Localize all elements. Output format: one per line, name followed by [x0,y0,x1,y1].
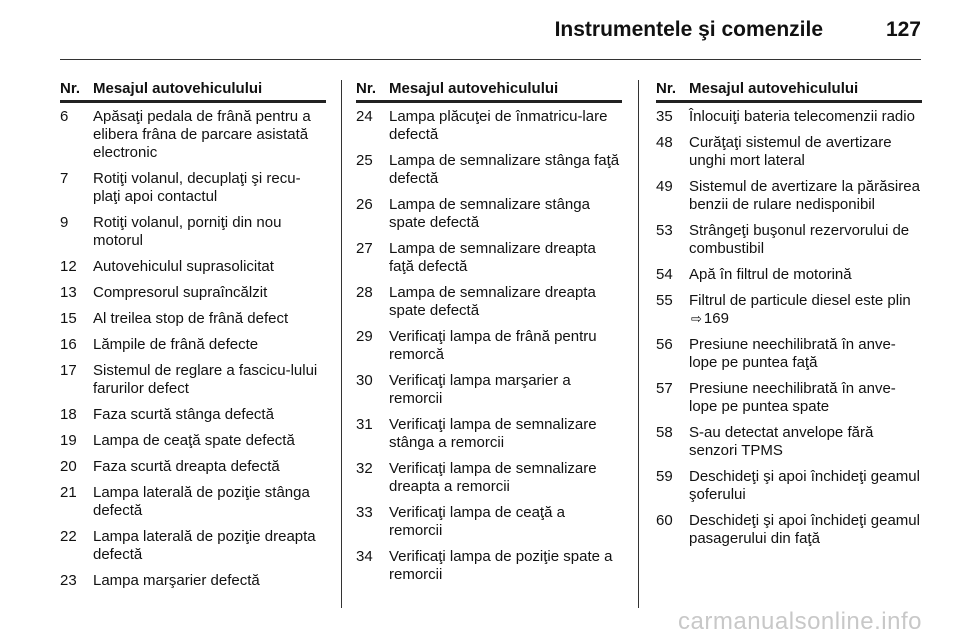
message-number: 28 [356,284,373,301]
message-text: Apăsaţi pedala de frână pentru a elibera frâna de parcare asistată electronic [93,108,311,161]
message-row [656,108,922,134]
message-number: 33 [356,504,373,521]
message-number: 29 [356,328,373,345]
message-text-cell [389,328,622,364]
message-text: Lampa de semnalizare stânga spate defectă [389,196,590,231]
message-text-cell [689,468,922,504]
message-row [60,108,326,170]
message-text: Rotiţi volanul, porniţi din nou motorul [93,214,282,249]
watermark: carmanualsonline.info [678,608,922,635]
message-text-cell [93,336,326,354]
message-row [60,170,326,214]
column-divider [638,80,639,608]
message-list [356,108,622,592]
message-text: Lampa marşarier defectă [93,572,260,589]
message-text-cell [93,362,326,398]
message-text: Deschideţi şi apoi închideţi geamul pasagerului din faţă [689,512,920,547]
message-row [656,512,922,556]
column-header [656,80,922,103]
message-row [656,266,922,292]
message-text-cell [389,152,622,188]
message-row [356,108,622,152]
message-text: Apă în filtrul de motorină [689,266,852,283]
message-text-cell [389,372,622,408]
message-text: Sistemul de reglare a fascicu-lului farurilor defect [93,362,318,397]
message-text: Înlocuiţi bateria telecomenzii radio [689,108,915,125]
column-header-nr: Nr. [656,80,677,97]
column-header-message: Mesajul autovehiculului [93,80,263,97]
message-row [60,362,326,406]
message-row [356,328,622,372]
message-text-cell [93,258,326,276]
message-text: Lămpile de frână defecte [93,336,259,353]
message-row [656,336,922,380]
message-number: 53 [656,222,673,239]
message-number: 19 [60,432,77,449]
message-row [356,152,622,196]
message-number: 27 [356,240,373,257]
page-reference[interactable]: 169 [703,310,729,327]
message-row [356,416,622,460]
message-text-cell [93,458,326,476]
message-number: 58 [656,424,673,441]
message-row [356,460,622,504]
message-row [60,406,326,432]
message-text-cell [689,134,922,170]
message-text: S-au detectat anvelope fără senzori TPMS [689,424,874,459]
message-row [60,484,326,528]
message-text-cell [93,406,326,424]
message-text: Filtrul de particule diesel este plin [689,292,911,309]
column-header [356,80,622,103]
message-number: 7 [60,170,69,187]
message-number: 25 [356,152,373,169]
message-text: Curăţaţi sistemul de avertizare unghi mort lateral [689,134,892,169]
message-row [60,336,326,362]
message-text-cell [389,196,622,232]
message-number: 24 [356,108,373,125]
message-number: 32 [356,460,373,477]
message-text: Verificaţi lampa de semnalizare dreapta a remorcii [389,460,597,495]
header-rule [60,59,921,60]
message-number: 54 [656,266,673,283]
message-number: 55 [656,292,673,309]
message-text-cell [389,416,622,452]
message-text: Presiune neechilibrată în anve-lope pe puntea spate [689,380,896,415]
message-text-cell [689,292,922,328]
message-text-cell [93,284,326,302]
message-number: 22 [60,528,77,545]
message-row [60,528,326,572]
message-text: Deschideţi şi apoi închideţi geamul şoferului [689,468,920,503]
page-header [0,0,960,62]
message-row [656,468,922,512]
column-header [60,80,326,103]
message-row [60,258,326,284]
message-row [356,504,622,548]
message-text-cell [689,266,922,284]
message-text: Rotiţi volanul, decuplaţi şi recu-plaţi apoi contactul [93,170,301,205]
message-list [60,108,326,598]
message-number: 20 [60,458,77,475]
message-number: 23 [60,572,77,589]
message-number: 30 [356,372,373,389]
message-row [656,134,922,178]
message-row [60,458,326,484]
message-number: 35 [656,108,673,125]
message-row [60,432,326,458]
message-text-cell [389,504,622,540]
message-text: Lampa de semnalizare stânga faţă defectă [389,152,620,187]
column-divider [341,80,342,608]
message-text: Lampa plăcuţei de înmatricu-lare defectă [389,108,608,143]
message-text-cell [93,108,326,162]
message-number: 31 [356,416,373,433]
message-text-cell [689,108,922,126]
message-row [356,196,622,240]
message-text: Lampa de semnalizare dreapta faţă defectă [389,240,596,275]
message-row [656,178,922,222]
message-row [656,424,922,468]
message-list [656,108,922,556]
message-text-cell [689,512,922,548]
message-number: 16 [60,336,77,353]
message-column-3 [656,80,922,556]
message-text: Lampa de semnalizare dreapta spate defectă [389,284,596,319]
message-text: Strângeţi buşonul rezervorului de combustibil [689,222,910,257]
message-row [656,222,922,266]
message-number: 26 [356,196,373,213]
message-text-cell [93,528,326,564]
message-text-cell [93,484,326,520]
message-text: Verificaţi lampa de poziţie spate a remorcii [389,548,613,583]
message-text: Autovehiculul suprasolicitat [93,258,274,275]
page-title: Instrumentele şi comenzile [554,18,823,41]
message-text: Lampa de ceaţă spate defectă [93,432,295,449]
message-text-cell [93,572,326,590]
message-text: Verificaţi lampa marşarier a remorcii [389,372,571,407]
message-text: Verificaţi lampa de ceaţă a remorcii [389,504,565,539]
message-number: 6 [60,108,69,125]
message-text-cell [389,548,622,584]
message-text-cell [689,336,922,372]
message-text-cell [389,284,622,320]
message-number: 17 [60,362,77,379]
message-column-2 [356,80,622,592]
message-text: Faza scurtă dreapta defectă [93,458,280,475]
page-reference-arrow-icon: ⇨ [691,311,702,326]
message-number: 56 [656,336,673,353]
message-text-cell [93,170,326,206]
message-text: Lampa laterală de poziţie dreapta defectă [93,528,316,563]
message-row [656,380,922,424]
message-number: 15 [60,310,77,327]
message-number: 12 [60,258,77,275]
message-text-cell [689,178,922,214]
message-number: 13 [60,284,77,301]
message-number: 21 [60,484,77,501]
message-number: 49 [656,178,673,195]
message-column-1 [60,80,326,598]
message-number: 60 [656,512,673,529]
column-header-nr: Nr. [356,80,377,97]
message-text: Lampa laterală de poziţie stânga defectă [93,484,310,519]
column-header-message: Mesajul autovehiculului [689,80,859,97]
message-number: 59 [656,468,673,485]
message-text: Presiune neechilibrată în anve-lope pe puntea faţă [689,336,896,371]
message-number: 9 [60,214,69,231]
message-row [60,284,326,310]
message-number: 57 [656,380,673,397]
message-number: 48 [656,134,673,151]
message-text: Faza scurtă stânga defectă [93,406,274,423]
message-text-cell [389,108,622,144]
message-text-cell [389,460,622,496]
message-text-cell [689,222,922,258]
column-header-message: Mesajul autovehiculului [389,80,559,97]
message-text-cell [93,432,326,450]
message-text-cell [689,380,922,416]
message-text-cell [389,240,622,276]
message-number: 34 [356,548,373,565]
message-row [60,572,326,598]
message-text-cell [93,214,326,250]
message-text: Verificaţi lampa de semnalizare stânga a remorcii [389,416,597,451]
message-text-cell [689,424,922,460]
message-text: Sistemul de avertizare la părăsirea benzii de rulare nedisponibil [689,178,920,213]
message-row [356,240,622,284]
message-row [656,292,922,336]
message-text: Verificaţi lampa de frână pentru remorcă [389,328,597,363]
message-text-cell [93,310,326,328]
message-row [356,548,622,592]
message-number: 18 [60,406,77,423]
message-row [60,310,326,336]
message-text: Al treilea stop de frână defect [93,310,289,327]
message-row [356,284,622,328]
page-number: 127 [885,18,921,41]
message-row [356,372,622,416]
message-text: Compresorul supraîncălzit [93,284,268,301]
column-header-nr: Nr. [60,80,81,97]
message-row [60,214,326,258]
